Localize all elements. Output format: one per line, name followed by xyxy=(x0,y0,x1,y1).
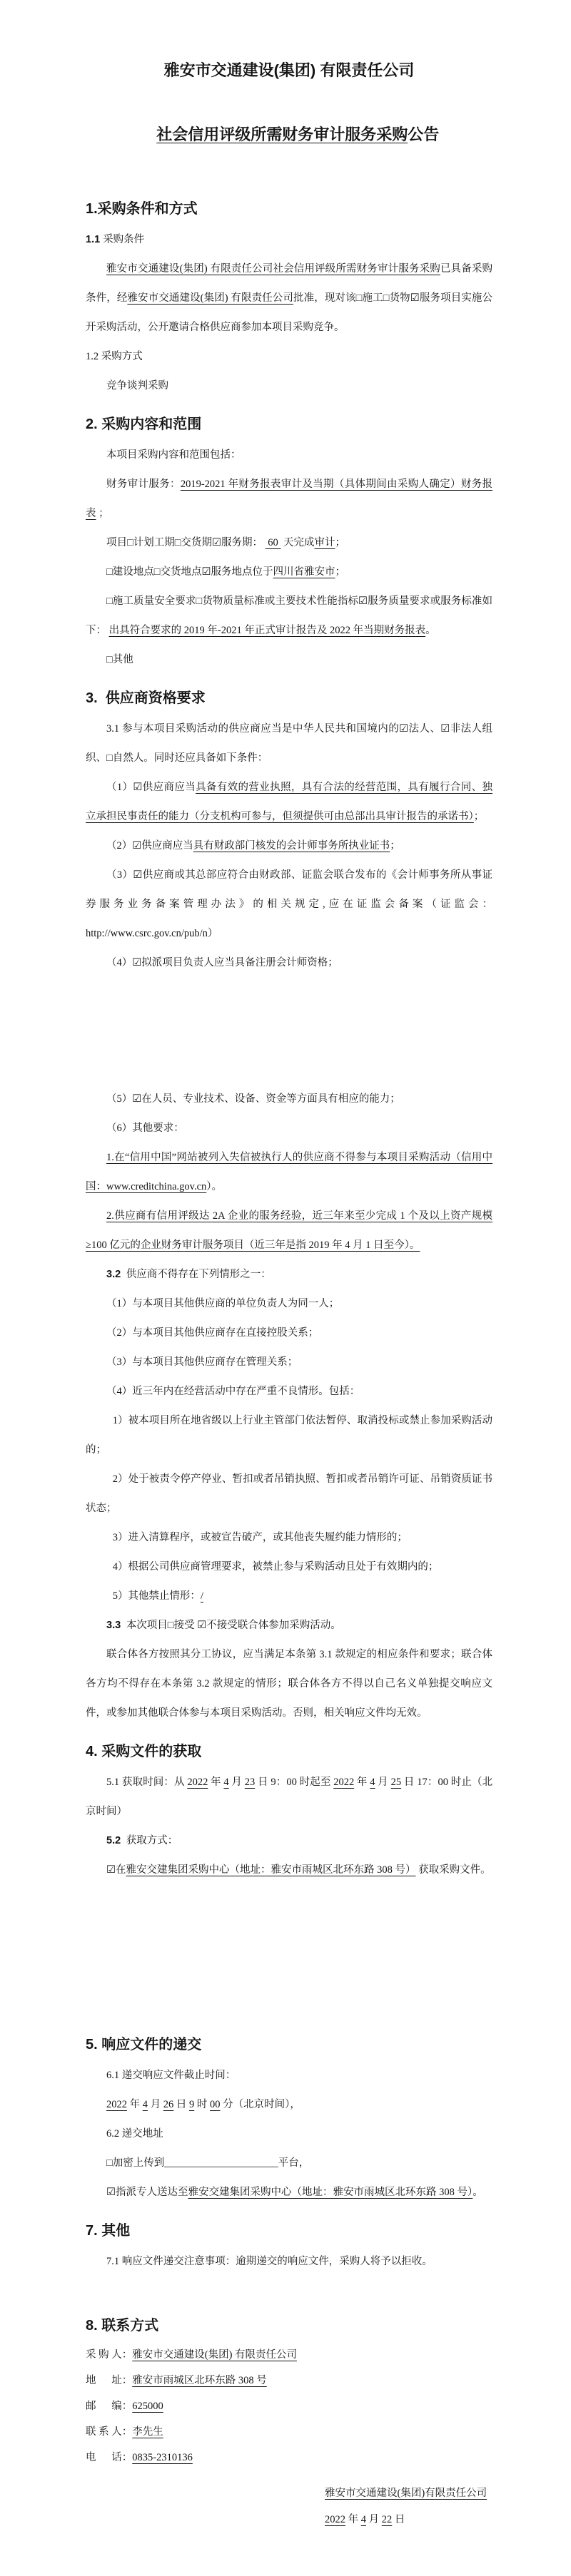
paragraph xyxy=(86,1319,492,1348)
filled-blank-text: 1.在“信用中国”网站被列入失信被执行人的供应商不得参与本项目采购活动（信用中国：www.creditchina.gov.cn xyxy=(86,1152,492,1192)
text-segment: 3.1 参与本项目采购活动的供应商应当是中华人民共和国境内的☑法人、☑非法人组织、□自然人。同时还应具备如下条件： xyxy=(86,723,492,764)
text-segment: □加密上传到 xyxy=(106,2157,165,2169)
text-segment: 联 系 人： xyxy=(86,2426,133,2438)
filled-blank-text: 2022 xyxy=(187,1777,208,1788)
text-segment: 5. 响应文件的递交 xyxy=(86,2037,202,2053)
paragraph xyxy=(86,470,492,528)
paragraph xyxy=(86,2061,492,2090)
paragraph xyxy=(86,1406,492,1465)
text-segment: 联合体各方按照其分工协议，应当满足本条第 3.1 款规定的相应条件和要求；联合体各方均不得存在本条第 3.2 款规定的情形；联合体各方不得以自己名义单独提交响应文件，或参加其他联合体参与本项目采购活动。否则，相关响应文件均无效。 xyxy=(86,1649,492,1719)
text-segment: 月 xyxy=(228,1777,245,1788)
filled-blank-text: 雅安市交通建设(集团) 有限责任公司 xyxy=(127,292,293,304)
text-segment: □其他 xyxy=(106,654,133,665)
text-segment: （6）其他要求： xyxy=(106,1123,184,1134)
text-segment: 平台， xyxy=(278,2157,310,2169)
contact-phone xyxy=(86,2445,492,2470)
paragraph xyxy=(86,1143,492,1202)
text-segment: （1）☑供应商应当 xyxy=(106,782,196,793)
filled-blank-text: 2019-2021 年财务报表审计及当期（具体期间由采购人确定）财务报表 xyxy=(86,479,493,519)
text-segment: ☑指派专人送达至 xyxy=(106,2187,188,2198)
text-segment: （2）☑供应商应当 xyxy=(106,840,193,852)
subsection-heading-3-2 xyxy=(86,1260,492,1289)
doc-title-line1: 雅安市交通建设(集团) 有限责任公司 xyxy=(163,61,415,79)
text-segment: ； xyxy=(335,537,346,548)
paragraph xyxy=(86,2178,492,2207)
filled-blank-text: 出具符合要求的 2019 年-2021 年正式审计报告及 2022 年当期财务报表 xyxy=(108,625,426,636)
filled-blank-text: / xyxy=(200,1590,203,1602)
contact-person xyxy=(86,2419,492,2445)
text-segment: 天完成 xyxy=(281,537,315,548)
page-break-gap xyxy=(86,978,492,1085)
paragraph xyxy=(86,372,492,401)
paragraph xyxy=(86,1202,492,1260)
paragraph xyxy=(86,441,492,470)
text-segment: 年 xyxy=(208,1777,224,1788)
text-segment: 3.2 xyxy=(106,1269,124,1280)
text-segment: 5.2 xyxy=(106,1835,124,1846)
text-segment: 地 址： xyxy=(86,2375,133,2386)
text-segment: 7.1 响应文件递交注意事项：逾期递交的响应文件，采购人将予以拒收。 xyxy=(106,2256,433,2267)
text-segment: 分（北京时间）， xyxy=(220,2099,300,2110)
paragraph xyxy=(86,1856,492,1885)
text-segment: 月 xyxy=(148,2099,163,2110)
text-segment: 3. 供应商资格要求 xyxy=(86,690,206,706)
text-segment: 月 xyxy=(375,1777,391,1788)
text-segment: 日 xyxy=(173,2099,189,2110)
paragraph xyxy=(86,2149,492,2178)
paragraph xyxy=(86,773,492,832)
text-segment: 项目□计划工期□交货期☑服务期： xyxy=(106,537,266,548)
filled-blank-text: 审计 xyxy=(314,537,335,548)
section-heading-2 xyxy=(86,408,492,441)
filled-blank-text: 2022 xyxy=(325,2514,345,2525)
text-segment: 供应商不得存在下列情形之一： xyxy=(123,1269,271,1280)
filled-blank-text: 雅安市交通建设(集团) 有限责任公司 xyxy=(132,2349,298,2361)
paragraph xyxy=(86,1523,492,1553)
filled-blank-text: 60 xyxy=(265,537,281,548)
filled-blank-text: 0835-2310136 xyxy=(132,2452,193,2463)
section-heading-1 xyxy=(86,193,492,225)
paragraph xyxy=(86,528,492,558)
paragraph xyxy=(86,832,492,861)
paragraph xyxy=(86,587,492,645)
section-heading-8 xyxy=(86,2309,492,2342)
text-segment: 已具备采购条件，经 xyxy=(86,263,493,304)
text-segment: 。 xyxy=(473,2187,483,2198)
section-heading-7 xyxy=(86,2214,492,2247)
text-segment: 4. 采购文件的获取 xyxy=(86,1744,202,1759)
text-segment: 电 话： xyxy=(86,2452,133,2463)
paragraph xyxy=(86,645,492,675)
paragraph xyxy=(86,2120,492,2149)
paragraph xyxy=(86,949,492,978)
text-segment: ； xyxy=(390,840,400,852)
filled-blank-text: 雅安市交通建设(集团)有限责任公司 xyxy=(325,2488,487,2499)
text-segment: 财务审计服务： xyxy=(106,479,181,490)
filled-blank-text: 具备有效的营业执照，具有合法的经营范围，具有履行合同、独立承担民事责任的能力（分支机构可参与，但须提供可由总部出具审计报告的承诺书） xyxy=(86,782,492,822)
paragraph xyxy=(86,1465,492,1523)
text-segment: 6.2 递交地址 xyxy=(106,2128,163,2140)
signature-date xyxy=(325,2507,492,2533)
text-segment: 3.3 xyxy=(106,1620,124,1631)
text-segment: 年 xyxy=(354,1777,370,1788)
doc-title-line2-suffix: 公告 xyxy=(408,126,440,143)
section-heading-3 xyxy=(86,682,492,715)
paragraph xyxy=(86,1640,492,1728)
text-segment: 5.1 获取时间：从 xyxy=(106,1777,188,1788)
page-break-gap xyxy=(86,1885,492,2024)
text-segment: 。 xyxy=(425,625,436,636)
text-segment: （5）☑在人员、专业技术、设备、资金等方面具有相应的能力； xyxy=(106,1093,400,1105)
contact-purchaser xyxy=(86,2342,492,2368)
filled-blank-text: 4 xyxy=(142,2099,148,2110)
text-segment: ； xyxy=(96,508,109,519)
paragraph xyxy=(86,1114,492,1143)
text-segment: 采购条件 xyxy=(103,234,145,245)
text-segment: 本次项目□接受 ☑不接受联合体参加采购活动。 xyxy=(123,1620,341,1631)
text-segment: 年 xyxy=(127,2099,143,2110)
text-segment: 2）处于被责令停产停业、暂扣或者吊销执照、暂扣或者吊销许可证、吊销资质证书状态； xyxy=(86,1473,492,1514)
filled-blank-text: 4 xyxy=(223,1777,229,1788)
text-segment: 1）被本项目所在地省级以上行业主管部门依法暂停、取消投标或禁止参加采购活动的； xyxy=(86,1415,492,1456)
filled-blank-text: 9 xyxy=(189,2099,195,2110)
text-segment: 1.2 采购方式 xyxy=(86,351,143,362)
subsection-heading-5-2 xyxy=(86,1826,492,1856)
text-segment: （3）☑供应商或其总部应符合由财政部、证监会联合发布的《会计师事务所从事证券服务业务备案管理办法》的相关规定,应在证监会备案（证监会：http://www.csrc.gov.cn/pub/n） xyxy=(86,869,492,939)
paragraph xyxy=(86,1768,492,1826)
text-segment: 邮 编： xyxy=(86,2401,133,2412)
filled-blank-text: 李先生 xyxy=(132,2426,163,2438)
text-segment: 获取方式： xyxy=(123,1835,178,1846)
filled-blank-text: 2.供应商有信用评级达 2A 企业的服务经验，近三年来至少完成 1 个及以上资产规模≥100 亿元的企业财务审计服务项目（近三年是指 2019 年 4 月 1 日至今）。 xyxy=(86,1210,492,1251)
filled-blank-text: 雅安市雨城区北环东路 308 号 xyxy=(132,2375,267,2386)
filled-blank-text: 雅安市交通建设(集团) 有限责任公司社会信用评级所需财务审计服务采购 xyxy=(106,263,440,275)
text-segment: 3）进入清算程序，或被宣告破产，或其他丧失履约能力情形的； xyxy=(112,1532,408,1543)
paragraph xyxy=(86,558,492,587)
filled-blank-text: 雅安交建集团采购中心（地址：雅安市雨城区北环东路 308 号） xyxy=(126,1864,416,1876)
paragraph xyxy=(86,1289,492,1319)
text-segment: 年 xyxy=(345,2514,361,2525)
paragraph xyxy=(86,1377,492,1406)
text-segment: 2. 采购内容和范围 xyxy=(86,416,202,432)
text-segment: 6.1 递交响应文件截止时间： xyxy=(106,2070,236,2081)
text-segment: 月 xyxy=(366,2514,382,2525)
filled-blank-text: 00 xyxy=(210,2099,221,2110)
paragraph xyxy=(86,1348,492,1377)
contact-address xyxy=(86,2368,492,2393)
paragraph xyxy=(86,2247,492,2276)
section-heading-4 xyxy=(86,1735,492,1768)
paragraph xyxy=(86,1582,492,1611)
doc-title-line2-underlined: 社会信用评级所需财务审计服务采购 xyxy=(156,126,408,143)
text-segment: 4）根据公司供应商管理要求，被禁止参与采购活动且处于有效期内的； xyxy=(112,1561,439,1573)
filled-blank-text: 具有财政部门核发的会计师事务所执业证书 xyxy=(193,840,390,852)
text-segment: ； xyxy=(473,811,485,822)
filled-blank-text: 625000 xyxy=(132,2401,163,2412)
page-break-gap xyxy=(86,2276,492,2305)
text-segment: 7. 其他 xyxy=(86,2223,131,2239)
text-segment: ☑在 xyxy=(106,1864,126,1876)
paragraph xyxy=(86,715,492,773)
text-segment: 1.1 xyxy=(86,234,103,245)
contact-postcode xyxy=(86,2393,492,2419)
filled-blank-text: 2022 xyxy=(333,1777,355,1788)
text-segment: 获取采购文件。 xyxy=(415,1864,491,1876)
text-segment: 日 17：00 时止（北京时间） xyxy=(86,1777,493,1817)
subsection-heading-1-2 xyxy=(86,342,492,372)
text-segment: 时 xyxy=(194,2099,210,2110)
filled-blank-text: 雅安交建集团采购中心（地址：雅安市雨城区北环东路 308 号） xyxy=(188,2187,473,2198)
text-segment: （1）与本项目其他供应商的单位负责人为同一人； xyxy=(106,1298,340,1309)
filled-blank-text: 25 xyxy=(390,1777,402,1788)
text-segment: 本项目采购内容和范围包括： xyxy=(106,449,241,461)
text-segment: 日 9：00 时起至 xyxy=(255,1777,334,1788)
filled-blank-text: 4 xyxy=(360,2514,366,2525)
section-heading-5 xyxy=(86,2028,492,2061)
filled-blank-text: 四川省雅安市 xyxy=(273,566,335,578)
text-segment: 8. 联系方式 xyxy=(86,2318,159,2334)
text-segment: （4）近三年内在经营活动中存在严重不良情形。包括： xyxy=(106,1386,360,1397)
text-segment: 采 购 人： xyxy=(86,2349,133,2361)
doc-body xyxy=(86,193,492,2533)
text-segment: ； xyxy=(335,566,346,578)
text-segment: 竞争谈判采购 xyxy=(106,380,168,392)
text-segment: 1.采购条件和方式 xyxy=(86,201,198,217)
signature-company xyxy=(325,2480,492,2507)
paragraph xyxy=(86,1085,492,1114)
paragraph xyxy=(86,861,492,949)
text-segment: 批准，现对该□施工□货物☑服务项目实施公开采购活动，公开邀请合格供应商参加本项目采购竞争。 xyxy=(86,292,493,333)
paragraph xyxy=(86,1553,492,1582)
paragraph xyxy=(86,255,492,342)
paragraph xyxy=(86,2090,492,2120)
filled-blank-text: 26 xyxy=(163,2099,174,2110)
doc-title-line2 xyxy=(86,86,492,183)
filled-blank-text: 23 xyxy=(244,1777,256,1788)
subsection-heading-3-3 xyxy=(86,1611,492,1640)
text-segment: 日 xyxy=(392,2514,405,2525)
text-segment: ______________________ xyxy=(164,2157,278,2169)
text-segment: □施工质量安全要求□货物质量标准或主要技术性能指标☑服务质量要求或服务标准如下： xyxy=(86,596,492,636)
filled-blank-text: 22 xyxy=(381,2514,393,2525)
text-segment: （3）与本项目其他供应商存在管理关系； xyxy=(106,1356,298,1368)
filled-blank-text: 2022 xyxy=(106,2099,127,2110)
text-segment: ）。 xyxy=(206,1181,222,1192)
text-segment: （4）☑拟派项目负责人应当具备注册会计师资格； xyxy=(106,957,338,968)
filled-blank-text: 4 xyxy=(370,1777,375,1788)
subsection-heading-1-1 xyxy=(86,225,492,255)
text-segment: 5）其他禁止情形： xyxy=(112,1590,201,1602)
text-segment: □建设地点□交货地点☑服务地点位于 xyxy=(106,566,273,578)
text-segment: （2）与本项目其他供应商存在直接控股关系； xyxy=(106,1327,319,1339)
